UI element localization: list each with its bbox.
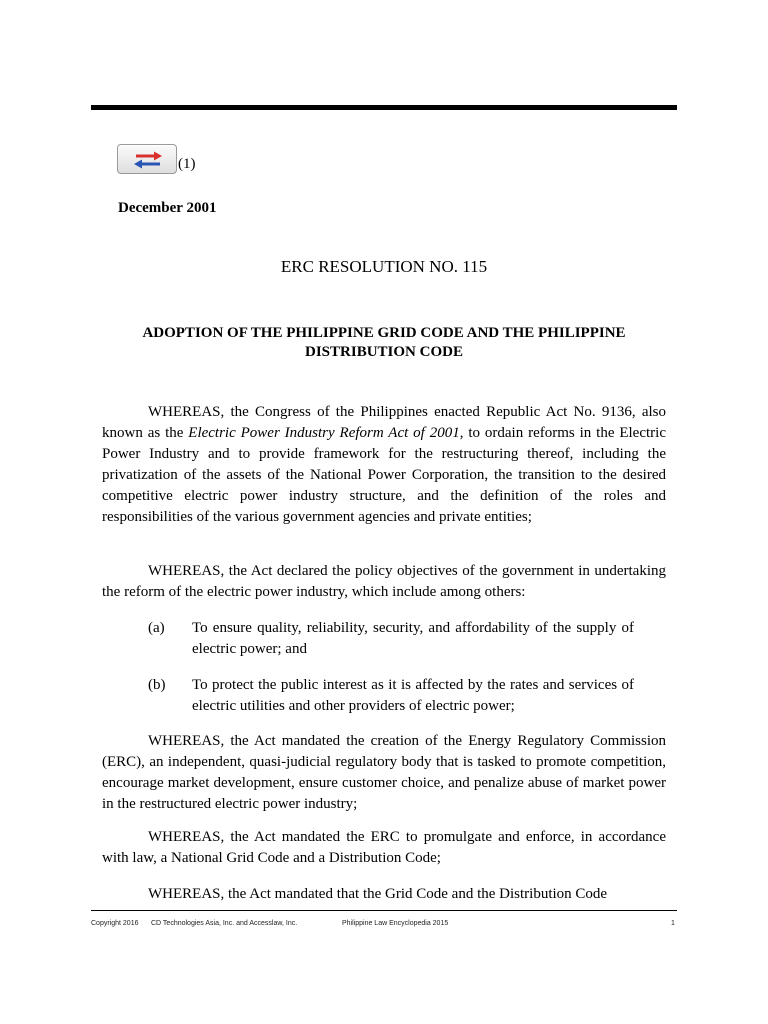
whereas-paragraph-4: WHEREAS, the Act mandated the ERC to promulgate and enforce, in accordance with law, a National Grid Code and a Distribution Code; [102,829,666,866]
reference-link-button[interactable] [117,144,177,174]
act-title: Electric Power Industry Reform Act of 2001 [188,425,460,441]
whereas-paragraph-2: WHEREAS, the Act declared the policy objectives of the government in undertaking the reform of the electric power industry, which include among others: [102,563,666,600]
list-item [148,618,634,660]
list-item-label: (a) [148,620,165,636]
para1-text-end: , to ordain reforms in the Electric Power Industry and to provide framework for the restructuring thereof, including the privatization of the assets of the National Power Corporation, the transition to the desired competitive electric power industry structure, and the definition of the roles and responsibilities of the various government agencies and private entities; [102,425,666,525]
footer-page-number: 1 [671,920,675,927]
para1-text-start: WHEREAS, the Congress of the Philippines enacted Republic Act No. 9136, also known as the [102,404,666,441]
list-item-text: To ensure quality, reliability, security, and affordability of the supply of electric power; and [192,620,634,657]
top-rule [91,105,677,110]
whereas-paragraph-1 [102,402,666,528]
footer-copyright: Copyright 2016 [91,920,139,927]
whereas-paragraph-3: WHEREAS, the Act mandated the creation of the Energy Regulatory Commission (ERC), an independent, quasi-judicial regulatory body that is tasked to promote competition, encourage market development, ensure customer choice, and penalize abuse of market power in the restructured electric power industry; [102,733,666,812]
list-item-label: (b) [148,677,166,693]
footer-company: CD Technologies Asia, Inc. and Accesslaw, Inc. [151,920,298,927]
swap-arrows-icon [133,150,163,170]
resolution-subject: ADOPTION OF THE PHILIPPINE GRID CODE AND THE PHILIPPINE DISTRIBUTION CODE [142,325,626,360]
list-item [148,675,634,717]
whereas-paragraph-5: WHEREAS, the Act mandated that the Grid Code and the Distribution Code [148,886,608,902]
document-date: December 2001 [118,200,217,216]
reference-mark: (1) [178,156,196,172]
footer-rule [91,910,677,911]
resolution-title: ERC RESOLUTION NO. 115 [280,257,488,276]
footer-publication: Philippine Law Encyclopedia 2015 [342,920,449,927]
list-item-text: To protect the public interest as it is affected by the rates and services of electric utilities and other providers of electric power; [192,677,634,714]
